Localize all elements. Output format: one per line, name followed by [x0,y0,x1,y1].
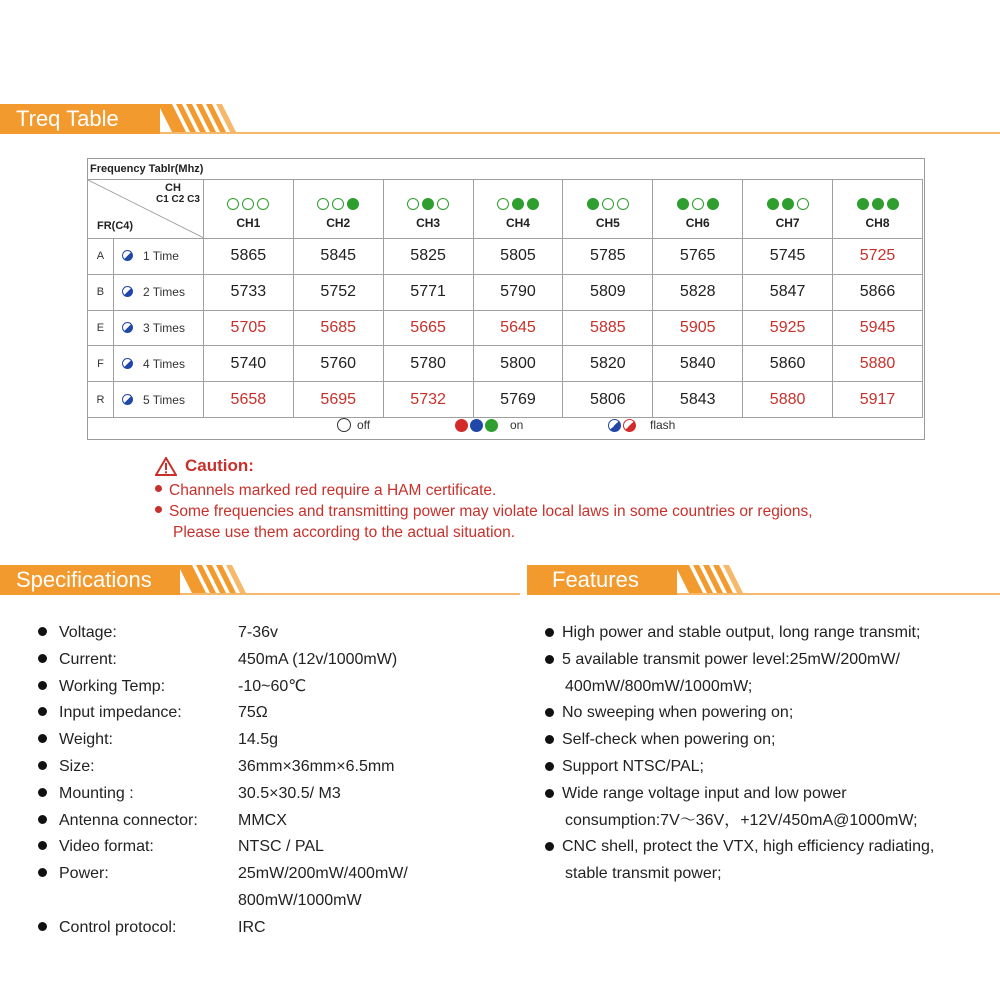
channel-label: CH2 [326,216,351,230]
frequency-cell: 5780 [383,346,473,382]
channel-header-4 [473,180,563,239]
led-on-icon [677,198,689,210]
feature-text: High power and stable output, long range transmit; [562,624,921,641]
table-row [88,239,923,275]
bullet-icon [545,628,554,637]
channel-header-6 [653,180,743,239]
frequency-cell: 5806 [563,382,653,418]
table-legend [88,413,926,439]
bullet-icon [545,762,554,771]
spec-key: Weight: [59,731,113,749]
frequency-cell: 5752 [293,274,383,310]
led-on-icon [587,198,599,210]
feature-text-cont: consumption:7V～36V，+12V/450mA@1000mW; [565,811,918,829]
frequency-cell: 5820 [563,346,653,382]
flash-blue-icon [122,358,133,369]
flash-count-cell [113,346,203,382]
legend-on-label: on [510,418,524,432]
channel-label: CH1 [236,216,261,230]
frequency-cell: 5695 [293,382,383,418]
feature-item-cont [545,674,1000,701]
table-row [88,310,923,346]
bullet-icon [38,707,47,716]
flash-blue-icon [122,394,133,405]
table-row [88,346,923,382]
led-off-icon [497,198,509,210]
freq-table-banner-title: Treq Table [0,104,160,134]
bullet-icon [38,734,47,743]
spec-row [38,915,518,942]
frequency-cell: 5732 [383,382,473,418]
spec-value: 75Ω [238,704,268,722]
led-off-icon [257,198,269,210]
bullet-icon [38,922,47,931]
band-label: B [88,274,114,310]
band-label: A [88,239,114,275]
spec-value: NTSC / PAL [238,838,324,856]
frequency-table-title: Frequency Tablr(Mhz) [90,163,204,175]
flash-count-cell [113,239,203,275]
warning-icon [155,457,177,476]
flash-blue-icon [122,322,133,333]
spec-value-cont: 800mW/1000mW [238,891,362,909]
channel-label: CH7 [775,216,800,230]
flash-blue-icon [122,250,133,261]
frequency-cell: 5905 [653,310,743,346]
frequency-cell: 5740 [203,346,293,382]
led-on-icon [887,198,899,210]
led-on-icon [512,198,524,210]
bullet-icon [38,868,47,877]
frequency-cell: 5800 [473,346,563,382]
band-label: F [88,346,114,382]
channel-header-2 [293,180,383,239]
frequency-cell: 5790 [473,274,563,310]
caution-title-text: Caution: [185,456,254,475]
specifications-banner-title: Specifications [0,565,180,595]
frequency-cell: 5733 [203,274,293,310]
spec-row [38,620,518,647]
frequency-cell: 5725 [833,239,923,275]
features-list [545,620,1000,888]
led-on-icon [767,198,779,210]
flash-blue-icon [122,286,133,297]
table-corner-cell [88,180,204,239]
feature-item [545,781,1000,808]
frequency-cell: 5840 [653,346,743,382]
channel-led-indicator [653,198,742,210]
spec-row [38,861,518,915]
led-on-icon [347,198,359,210]
bullet-icon [545,708,554,717]
led-on-icon [782,198,794,210]
led-off-icon [227,198,239,210]
frequency-cell: 5665 [383,310,473,346]
specifications-list [38,620,518,942]
frequency-cell: 5847 [743,274,833,310]
feature-item [545,754,1000,781]
band-label: E [88,310,114,346]
channel-led-indicator [294,198,383,210]
spec-key: Working Temp: [59,677,166,695]
frequency-cell: 5705 [203,310,293,346]
channel-label: CH5 [595,216,620,230]
flash-count-label: 3 Times [142,320,185,335]
channel-led-indicator [204,198,293,210]
channel-led-indicator [833,198,922,210]
flash-count-cell [113,310,203,346]
spec-value: IRC [238,918,266,936]
led-off-icon [617,198,629,210]
spec-key: Video format: [59,838,154,856]
led-blue-icon [470,419,483,432]
led-on-icon [857,198,869,210]
feature-item [545,620,1000,647]
frequency-table [87,158,925,440]
bullet-icon [38,681,47,690]
banner-stripes-icon [158,104,248,134]
spec-key: Control protocol: [59,918,177,936]
flash-count-label: 5 Times [142,392,185,407]
feature-text: Wide range voltage input and low power [562,784,847,802]
banner-rule [677,593,1000,595]
led-off-icon [437,198,449,210]
channel-led-indicator [563,198,652,210]
legend-off-label: off [357,418,371,432]
led-red-icon [455,419,468,432]
feature-item [545,647,1000,674]
led-off-icon [337,418,351,432]
frequency-cell: 5828 [653,274,743,310]
banner-stripes-icon [675,565,765,595]
caution-line-2-cont: Please use them according to the actual situation. [173,524,516,541]
bullet-icon [545,789,554,798]
frequency-cell: 5866 [833,274,923,310]
channel-header-1 [203,180,293,239]
frequency-cell: 5805 [473,239,563,275]
corner-c123-label: C1 C2 C3 [156,194,200,205]
frequency-cell: 5925 [743,310,833,346]
led-on-icon [422,198,434,210]
led-off-icon [317,198,329,210]
banner-rule [160,132,1000,134]
led-off-icon [242,198,254,210]
frequency-cell: 5865 [203,239,293,275]
spec-value: 30.5×30.5/ M3 [238,784,341,802]
frequency-cell: 5769 [473,382,563,418]
spec-row [38,700,518,727]
spec-key: Input impedance: [59,704,182,722]
spec-value: 7-36v [238,624,279,641]
channel-header-3 [383,180,473,239]
caution-line-2: Some frequencies and transmitting power may violate local laws in some countries or regions, [155,503,813,521]
channel-led-indicator [743,198,832,210]
features-banner-title: Features [527,565,677,595]
frequency-cell: 5785 [563,239,653,275]
frequency-cell: 5945 [833,310,923,346]
feature-item [545,700,1000,727]
spec-value: -10~60℃ [238,677,307,695]
frequency-cell: 5843 [653,382,743,418]
feature-text: CNC shell, protect the VTX, high efficiency radiating, [562,838,935,856]
led-off-icon [407,198,419,210]
led-on-icon [527,198,539,210]
feature-text: No sweeping when powering on; [562,704,794,722]
frequency-cell: 5880 [833,346,923,382]
spec-key: Antenna connector: [59,811,198,829]
feature-text-cont: stable transmit power; [565,865,722,883]
led-off-icon [332,198,344,210]
feature-item-cont [545,861,1000,888]
flash-count-cell [113,274,203,310]
led-off-icon [692,198,704,210]
frequency-cell: 5917 [833,382,923,418]
bullet-icon [545,735,554,744]
channel-label: CH8 [865,216,890,230]
spec-value: 36mm×36mm×6.5mm [238,757,395,775]
bullet-icon [545,655,554,664]
led-off-icon [602,198,614,210]
spec-row [38,674,518,701]
led-on-icon [872,198,884,210]
feature-item [545,834,1000,861]
bullet-icon [38,761,47,770]
caution-line-1: Channels marked red require a HAM certificate. [155,482,813,500]
flash-count-label: 4 Times [142,356,185,371]
features-banner [527,565,1000,595]
led-off-icon [797,198,809,210]
channel-label: CH6 [685,216,710,230]
spec-row [38,834,518,861]
feature-text: Support NTSC/PAL; [562,757,704,775]
flash-count-label: 1 Time [142,249,179,264]
led-on-icon [707,198,719,210]
frequency-cell: 5645 [473,310,563,346]
band-label: R [88,382,114,418]
bullet-icon [38,788,47,797]
legend-off [337,418,370,432]
spec-value: 450mA (12v/1000mW) [238,650,398,668]
frequency-cell: 5685 [293,310,383,346]
caution-block [155,456,813,542]
channel-label: CH3 [416,216,441,230]
frequency-cell: 5771 [383,274,473,310]
bullet-icon [38,841,47,850]
frequency-cell: 5825 [383,239,473,275]
frequency-grid [87,179,923,418]
spec-value: 14.5g [238,731,279,749]
spec-row [38,781,518,808]
feature-text: 5 available transmit power level:25mW/200mW/ [562,650,900,668]
corner-fr-label: FR(C4) [97,220,134,232]
feature-item [545,727,1000,754]
spec-key: Current: [59,650,117,668]
bullet-icon [38,627,47,636]
bullet-icon [38,815,47,824]
feature-item-cont [545,808,1000,835]
frequency-cell: 5760 [293,346,383,382]
led-green-icon [485,419,498,432]
specifications-banner [0,565,520,595]
frequency-cell: 5809 [563,274,653,310]
spec-row [38,754,518,781]
frequency-cell: 5845 [293,239,383,275]
frequency-cell: 5765 [653,239,743,275]
channel-led-indicator [384,198,473,210]
spec-row [38,727,518,754]
flash-red-icon [623,419,636,432]
legend-flash [608,418,675,432]
spec-key: Size: [59,757,95,775]
banner-rule [180,593,520,595]
spec-row [38,647,518,674]
frequency-cell: 5885 [563,310,653,346]
caution-title [155,456,813,476]
frequency-cell: 5880 [743,382,833,418]
corner-ch-label: CH [165,182,181,194]
spec-key: Power: [59,865,109,883]
spec-key: Voltage: [59,624,117,641]
bullet-icon [545,842,554,851]
legend-on [455,418,523,432]
flash-count-label: 2 Times [142,285,185,300]
channel-label: CH4 [505,216,530,230]
channel-header-8 [833,180,923,239]
spec-row [38,808,518,835]
freq-table-banner [0,104,1000,134]
legend-flash-label: flash [650,418,676,432]
frequency-cell: 5745 [743,239,833,275]
channel-led-indicator [474,198,563,210]
banner-stripes-icon [178,565,268,595]
bullet-icon [38,654,47,663]
feature-text: Self-check when powering on; [562,731,776,749]
frequency-cell: 5860 [743,346,833,382]
channel-header-5 [563,180,653,239]
channel-header-7 [743,180,833,239]
spec-value: MMCX [238,811,287,829]
frequency-cell: 5658 [203,382,293,418]
flash-blue-icon [608,419,621,432]
spec-key: Mounting : [59,784,134,802]
spec-value: 25mW/200mW/400mW/ [238,865,408,883]
table-row [88,274,923,310]
feature-text-cont: 400mW/800mW/1000mW; [565,677,753,695]
